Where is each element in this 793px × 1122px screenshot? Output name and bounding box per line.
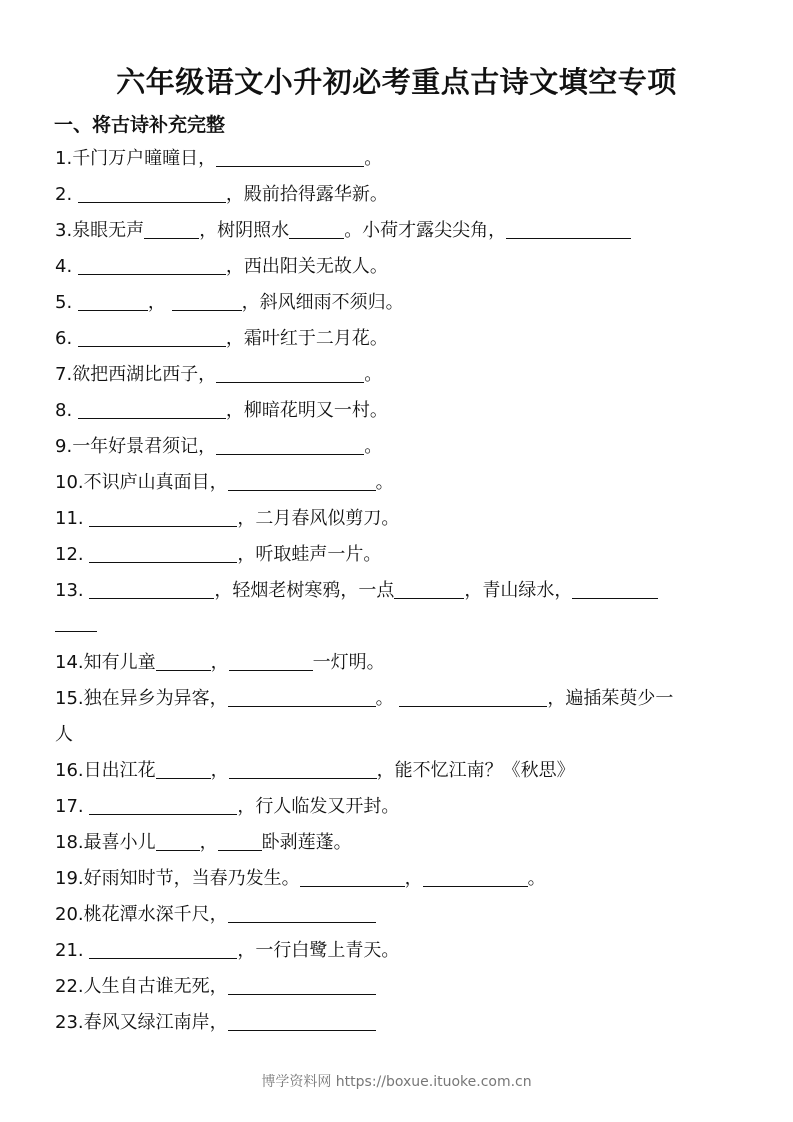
question-list <box>55 141 745 1041</box>
answer-blank[interactable] <box>216 362 364 383</box>
answer-blank[interactable] <box>89 938 237 959</box>
question-text: ， <box>210 652 229 673</box>
question-7 <box>55 357 745 393</box>
answer-blank[interactable] <box>156 650 211 671</box>
question-number: 2. <box>55 184 73 205</box>
question-number: 22. <box>55 976 84 997</box>
answer-blank[interactable] <box>78 254 226 275</box>
question-number: 19. <box>55 868 84 889</box>
question-text: ，斜风细雨不须归。 <box>241 292 404 313</box>
question-number: 15. <box>55 688 84 709</box>
question-text: ，遍插茱萸少一 <box>547 688 674 709</box>
answer-blank-continuation[interactable] <box>55 613 97 632</box>
answer-blank[interactable] <box>289 218 344 239</box>
question-text: ，西出阳关无故人。 <box>225 256 388 277</box>
question-text: 一灯明。 <box>312 652 385 673</box>
answer-blank[interactable] <box>216 146 364 167</box>
question-number: 9. <box>55 436 73 457</box>
question-text: 桃花潭水深千尺， <box>83 904 228 925</box>
question-number: 10. <box>55 472 84 493</box>
question-8 <box>55 393 745 429</box>
question-23 <box>55 1005 745 1041</box>
answer-blank[interactable] <box>229 758 377 779</box>
question-text: 。 <box>527 868 546 889</box>
question-text: ，行人临发又开封。 <box>237 796 400 817</box>
question-4 <box>55 249 745 285</box>
question-text: 千门万户曈曈日， <box>72 148 217 169</box>
question-text: ，青山绿水， <box>464 580 573 601</box>
question-number: 18. <box>55 832 84 853</box>
question-number: 12. <box>55 544 84 565</box>
question-number: 7. <box>55 364 73 385</box>
question-3 <box>55 213 745 249</box>
answer-blank[interactable] <box>572 578 658 599</box>
answer-blank[interactable] <box>172 290 242 311</box>
question-number: 21. <box>55 940 84 961</box>
section-heading: 一、将古诗补充完整 <box>54 114 226 136</box>
question-text: 不识庐山真面目， <box>83 472 228 493</box>
question-number: 5. <box>55 292 73 313</box>
question-text: ，殿前拾得露华新。 <box>225 184 388 205</box>
question-15 <box>55 681 745 717</box>
question-10 <box>55 465 745 501</box>
question-number: 17. <box>55 796 84 817</box>
question-number: 14. <box>55 652 84 673</box>
question-number: 13. <box>55 580 84 601</box>
question-text: 人 <box>55 724 73 745</box>
question-text: 日出江花 <box>83 760 156 781</box>
answer-blank[interactable] <box>78 182 226 203</box>
answer-blank[interactable] <box>394 578 464 599</box>
question-text: ，二月春风似剪刀。 <box>237 508 400 529</box>
question-13-continuation <box>55 609 745 645</box>
answer-blank[interactable] <box>89 794 237 815</box>
footer-watermark: 博学资料网 https://boxue.ituoke.com.cn <box>261 1074 532 1090</box>
question-text: 。 <box>375 472 394 493</box>
question-number: 1. <box>55 148 73 169</box>
question-text: 一年好景君须记， <box>72 436 217 457</box>
answer-blank[interactable] <box>78 290 148 311</box>
question-text: 好雨知时节，当春乃发生。 <box>83 868 300 889</box>
answer-blank[interactable] <box>156 830 200 851</box>
question-number: 16. <box>55 760 84 781</box>
question-text: ，霜叶红于二月花。 <box>225 328 388 349</box>
question-number: 3. <box>55 220 73 241</box>
question-20 <box>55 897 745 933</box>
answer-blank[interactable] <box>228 1010 376 1031</box>
question-text: ， <box>199 832 218 853</box>
question-text: 。 <box>375 688 394 709</box>
question-number: 6. <box>55 328 73 349</box>
question-19 <box>55 861 745 897</box>
question-text: ，柳暗花明又一村。 <box>225 400 388 421</box>
question-text: ，一行白鹭上青天。 <box>237 940 400 961</box>
question-number: 4. <box>55 256 73 277</box>
question-6 <box>55 321 745 357</box>
question-text: ，听取蛙声一片。 <box>237 544 382 565</box>
answer-blank[interactable] <box>228 470 376 491</box>
question-text: 卧剥莲蓬。 <box>261 832 352 853</box>
question-text: ，轻烟老树寒鸦，一点 <box>214 580 395 601</box>
page-title: 六年级语文小升初必考重点古诗文填空专项 <box>116 65 677 99</box>
question-text: 。 <box>364 364 383 385</box>
question-18 <box>55 825 745 861</box>
answer-blank[interactable] <box>228 974 376 995</box>
question-text: 最喜小儿 <box>83 832 156 853</box>
answer-blank[interactable] <box>78 326 226 347</box>
question-14 <box>55 645 745 681</box>
question-text: 。 <box>364 148 383 169</box>
question-text: 泉眼无声 <box>72 220 145 241</box>
answer-blank[interactable] <box>218 830 262 851</box>
answer-blank[interactable] <box>506 218 631 239</box>
question-5 <box>55 285 745 321</box>
question-text: 。小荷才露尖尖角， <box>344 220 507 241</box>
question-2 <box>55 177 745 213</box>
answer-blank[interactable] <box>300 866 405 887</box>
question-21 <box>55 933 745 969</box>
question-text: ，能不忆江南？《秋思》 <box>376 760 575 781</box>
answer-blank[interactable] <box>229 650 313 671</box>
question-text: ， <box>404 868 423 889</box>
question-number: 20. <box>55 904 84 925</box>
question-text: 知有儿童 <box>83 652 156 673</box>
question-1 <box>55 141 745 177</box>
answer-blank[interactable] <box>399 686 547 707</box>
question-11 <box>55 501 745 537</box>
answer-blank[interactable] <box>144 218 199 239</box>
question-text: ， <box>147 292 166 313</box>
question-22 <box>55 969 745 1005</box>
question-text: 。 <box>364 436 383 457</box>
answer-blank[interactable] <box>89 506 237 527</box>
question-text: ，树阴照水 <box>199 220 290 241</box>
answer-blank[interactable] <box>423 866 528 887</box>
question-17 <box>55 789 745 825</box>
question-number: 11. <box>55 508 84 529</box>
question-text: 人生自古谁无死， <box>83 976 228 997</box>
question-number: 23. <box>55 1012 84 1033</box>
question-12 <box>55 537 745 573</box>
answer-blank[interactable] <box>156 758 211 779</box>
question-9 <box>55 429 745 465</box>
answer-blank[interactable] <box>89 578 214 599</box>
question-text: 春风又绿江南岸， <box>83 1012 228 1033</box>
question-text: ， <box>210 760 229 781</box>
question-15-continuation <box>55 717 745 753</box>
question-text: 欲把西湖比西子， <box>72 364 217 385</box>
question-number: 8. <box>55 400 73 421</box>
question-13 <box>55 573 745 609</box>
question-text: 独在异乡为异客， <box>83 688 228 709</box>
answer-blank[interactable] <box>216 434 364 455</box>
answer-blank[interactable] <box>228 686 376 707</box>
answer-blank[interactable] <box>228 902 376 923</box>
answer-blank[interactable] <box>89 542 237 563</box>
question-16 <box>55 753 745 789</box>
answer-blank[interactable] <box>78 398 226 419</box>
